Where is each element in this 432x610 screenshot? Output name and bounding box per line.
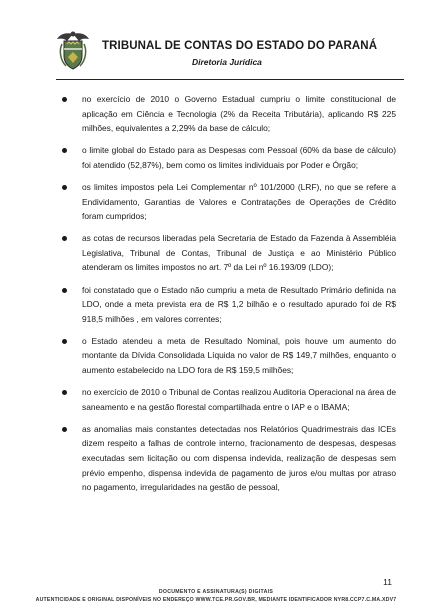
institution-title: TRIBUNAL DE CONTAS DO ESTADO DO PARANÁ [102,40,378,52]
footer-authenticity-notice: AUTENTICIDADE E ORIGINAL DISPONÍVEIS NO ENDEREÇO WWW.TCE.PR.GOV.BR, MEDIANTE IDENTIFICADOR NYR8.CCP7.C.MA.XDV7 [35,597,397,603]
bullet-icon [62,390,67,395]
list-item-text: no exercício de 2010 o Governo Estadual cumpriu o limite constitucional de aplicação em Ciência e Tecnologia (2% da Receita Tributária), aplicando R$ 225 milhões, equivalentes a 2,29% da base de cálculo; [82,94,396,134]
header-divider [56,79,404,80]
bullet-icon [62,97,67,102]
list-item-text: foi constatado que o Estado não cumpriu a meta de Resultado Primário definida na LDO, onde a meta prevista era de R$ 1,2 bilhão e o resultado apurado foi de R$ 918,5 milhões , em valores correntes; [82,284,396,324]
parana-coat-of-arms-icon [56,30,90,72]
document-header [56,30,406,80]
bullet-icon [62,427,67,432]
list-item [62,92,396,136]
page-number: 11 [383,577,392,587]
bullet-icon [62,148,67,153]
findings-list [62,92,396,502]
bullet-icon [62,339,67,344]
list-item [62,422,396,495]
list-item [62,143,396,172]
department-subtitle: Diretoria Jurídica [192,57,262,67]
bullet-icon [62,236,67,241]
list-item [62,385,396,414]
list-item [62,180,396,224]
list-item [62,283,396,327]
list-item-text: o limite global do Estado para as Despesas com Pessoal (60% da base de cálculo) foi atendido (52,87%), bem como os limites individuais por Poder e Órgão; [82,145,396,170]
list-item-text: no exercício de 2010 o Tribunal de Contas realizou Auditoria Operacional na área de saneamento e na gestão florestal compartilhada entre o IAP e o IBAMA; [82,387,396,412]
list-item [62,334,396,378]
bullet-icon [62,185,67,190]
bullet-icon [62,288,67,293]
list-item-text: o Estado atendeu a meta de Resultado Nominal, pois houve um aumento do montante da Dívida Consolidada Líquida no valor de R$ 149,7 milhões, enquanto o aumento estabelecido na LDO fora de R$ 159,5 milhões; [82,335,396,375]
list-item [62,231,396,275]
list-item-text: as cotas de recursos liberadas pela Secretaria de Estado da Fazenda à Assembléia Legislativa, Tribunal de Contas, Tribunal de Justiça e ao Ministério Público atenderam os limites impostos no art. 7º da Lei nº 16.193/09 (LDO); [82,233,396,273]
list-item-text: os limites impostos pela Lei Complementar nº 101/2000 (LRF), no que se refere a Endividamento, Garantias de Valores e Contratações de Operações de Crédito foram cumpridos; [82,181,396,222]
footer-signature-notice: DOCUMENTO E ASSINATURA(S) DIGITAIS [158,589,274,595]
list-item-text: as anomalias mais constantes detectadas nos Relatórios Quadrimestrais das ICEs dizem respeito a falhas de controle interno, fracionamento de despesas, despesas executadas sem licitação ou com dispensa indevida, realização de despesas sem prévio empenho, dispensa indevida de pagamento de juros e/ou multas por atraso no pagamento, irregularidades na gestão de pessoal, [82,423,396,493]
